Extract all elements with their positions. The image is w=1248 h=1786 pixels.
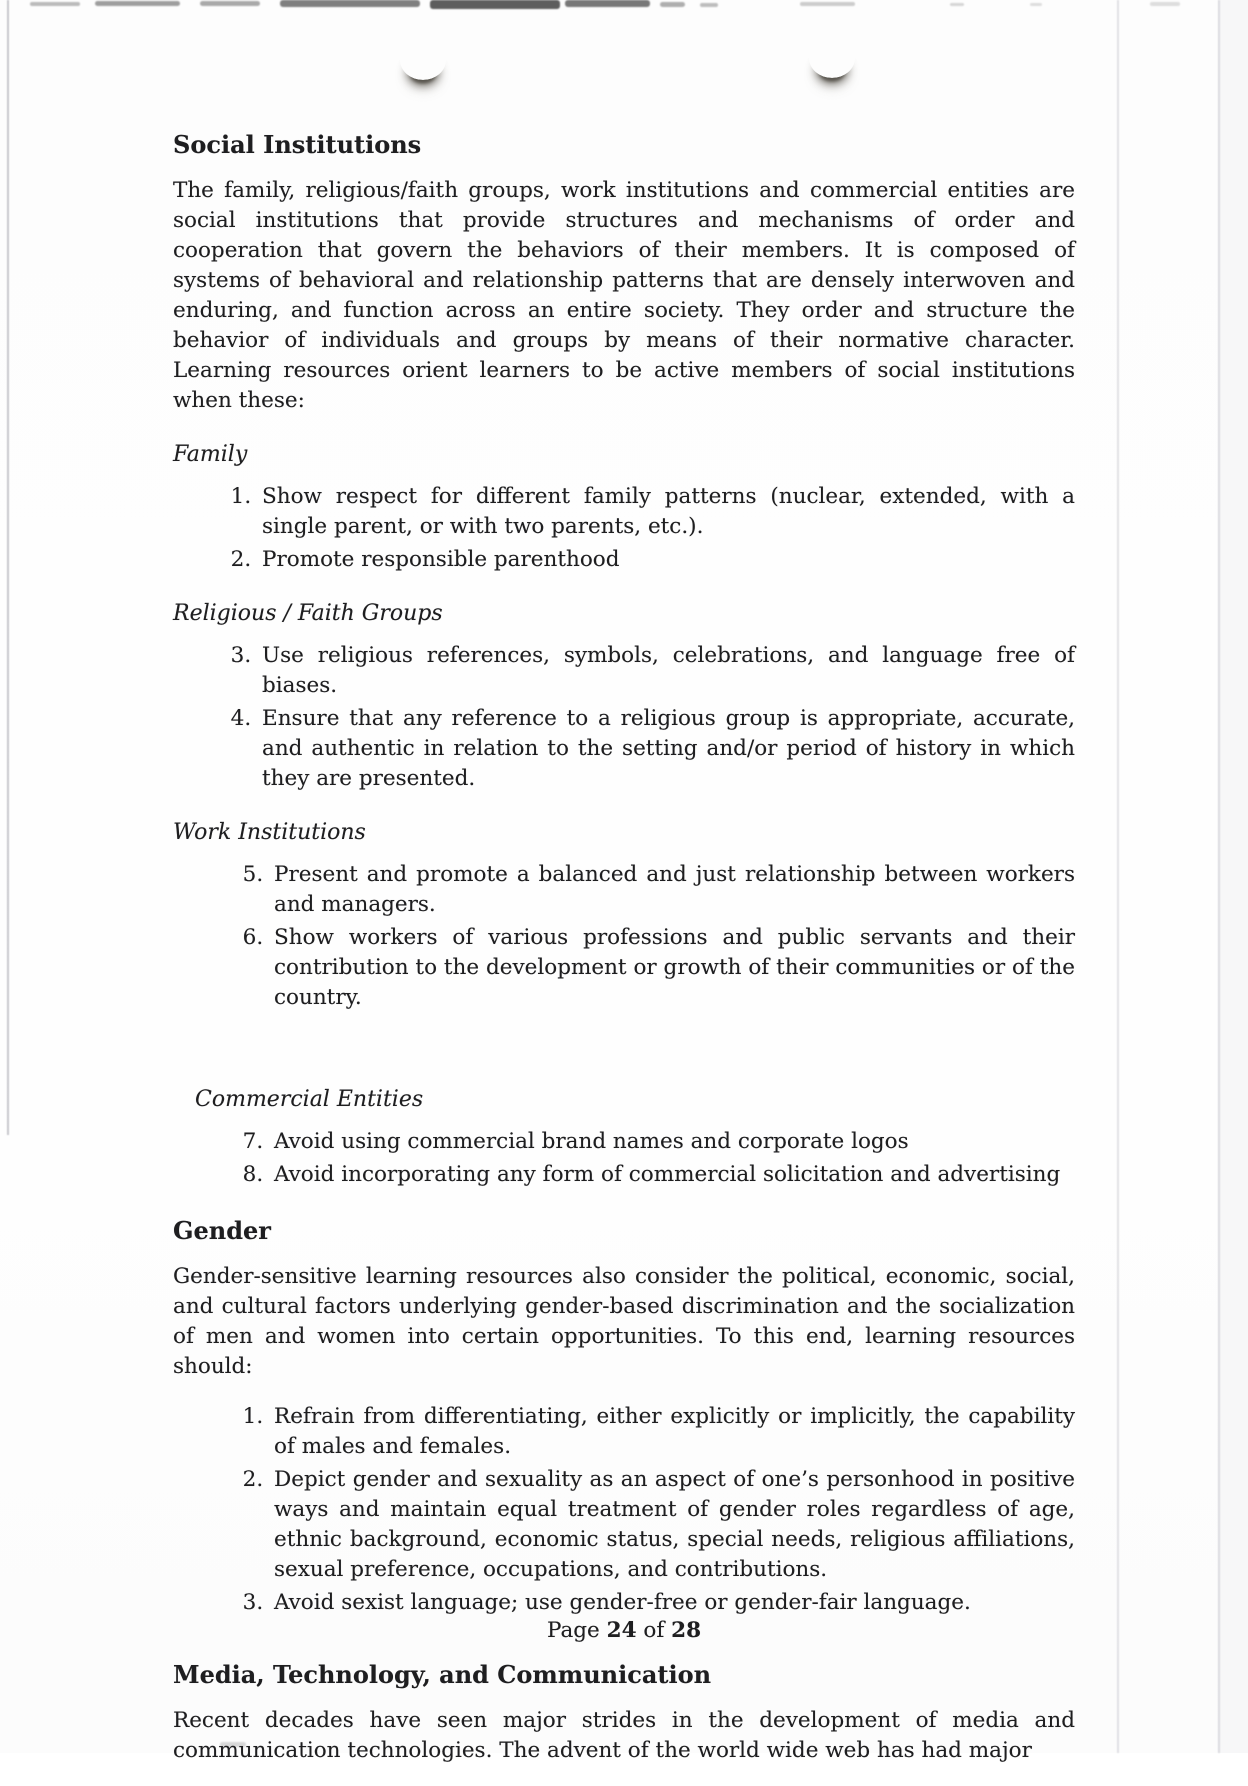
scan-left-edge-line [7, 0, 9, 1135]
scan-smudge [660, 2, 685, 7]
punch-hole-shadow [809, 38, 855, 78]
scan-smudge [950, 3, 964, 6]
paragraph: Recent decades have seen major strides in the development of media and communication technologies. The advent of the world wide web has had major [173, 1708, 1075, 1763]
numbered-list [173, 482, 1075, 575]
list-item: 2. Depict gender and sexuality as an aspect of one’s personhood in positive ways and maintain equal treatment of gender roles regardless of age, ethnic background, economic status, special needs, religious affiliations, sexual preference, occupations, and contributions. [270, 1465, 1075, 1585]
scan-smudge [800, 2, 855, 6]
list-item: 2. Promote responsible parenthood [258, 545, 1075, 575]
list-item: 4. Ensure that any reference to a religious group is appropriate, accurate, and authentic in relation to the setting and/or period of history in which they are presented. [258, 704, 1075, 794]
footer-separator: of [643, 1618, 665, 1643]
paragraph: The family, religious/faith groups, work institutions and commercial entities are social institutions that provide structures and mechanisms of order and cooperation that govern the behaviors of their members. It is composed of systems of behavioral and relationship patterns that are densely interwoven and enduring, and function across an entire society. They order and structure the behavior of individuals and groups by means of their normative character. Learning resources orient learners to be active members of social institutions when these: [173, 178, 1075, 413]
numbered-list [173, 1127, 1075, 1190]
list-item: 7. Avoid using commercial brand names and corporate logos [270, 1127, 1075, 1157]
section-heading: Media, Technology, and Communication [173, 1660, 712, 1689]
list-item: 3. Use religious references, symbols, celebrations, and language free of biases. [258, 641, 1075, 701]
section-heading: Social Institutions [173, 130, 422, 159]
list-item: 1. Show respect for different family patterns (nuclear, extended, with a single parent, or with two parents, etc.). [258, 482, 1075, 542]
scan-right-margin-strip [1220, 0, 1248, 1753]
list-item: 6. Show workers of various professions and public servants and their contribution to the development or growth of their communities or of the country. [270, 923, 1075, 1013]
scan-smudge [30, 2, 80, 6]
scan-paper-edge-line [1218, 0, 1220, 1753]
subsection-label: Family [173, 442, 248, 467]
scan-smudge [565, 0, 650, 7]
spacer [173, 1025, 1075, 1061]
scan-right-edge-line [1117, 0, 1119, 1753]
section-heading: Gender [173, 1216, 271, 1245]
footer-page-number: 24 [606, 1618, 637, 1643]
scan-smudge [1030, 3, 1042, 6]
numbered-list [173, 641, 1075, 794]
list-item: 5. Present and promote a balanced and just relationship between workers and managers. [270, 860, 1075, 920]
scan-smudge [280, 0, 420, 7]
document-body [173, 130, 1075, 1786]
page-footer [173, 1618, 1075, 1643]
scan-smudge [200, 1, 260, 6]
subsection-label: Religious / Faith Groups [173, 601, 443, 626]
footer-total-pages: 28 [671, 1618, 702, 1643]
paragraph: Gender-sensitive learning resources also consider the political, economic, social, and cultural factors underlying gender-based discrimination and the socialization of men and women into certain opportunities. To this end, learning resources should: [173, 1264, 1075, 1379]
list-item: 1. Refrain from differentiating, either explicitly or implicitly, the capability of males and females. [270, 1402, 1075, 1462]
subsection-label: Commercial Entities [195, 1087, 424, 1112]
numbered-list [173, 860, 1075, 1013]
punch-hole-shadow [400, 40, 446, 80]
scan-smudge [700, 3, 718, 7]
list-item: 8. Avoid incorporating any form of commercial solicitation and advertising [270, 1160, 1075, 1190]
numbered-list [173, 1402, 1075, 1618]
scan-smudge [1150, 2, 1180, 6]
scan-smudge [95, 1, 180, 6]
scan-smudge [430, 0, 560, 9]
subsection-label: Work Institutions [173, 820, 366, 845]
list-item: 3. Avoid sexist language; use gender-free or gender-fair language. [270, 1588, 1075, 1618]
footer-label: Page [546, 1618, 600, 1643]
